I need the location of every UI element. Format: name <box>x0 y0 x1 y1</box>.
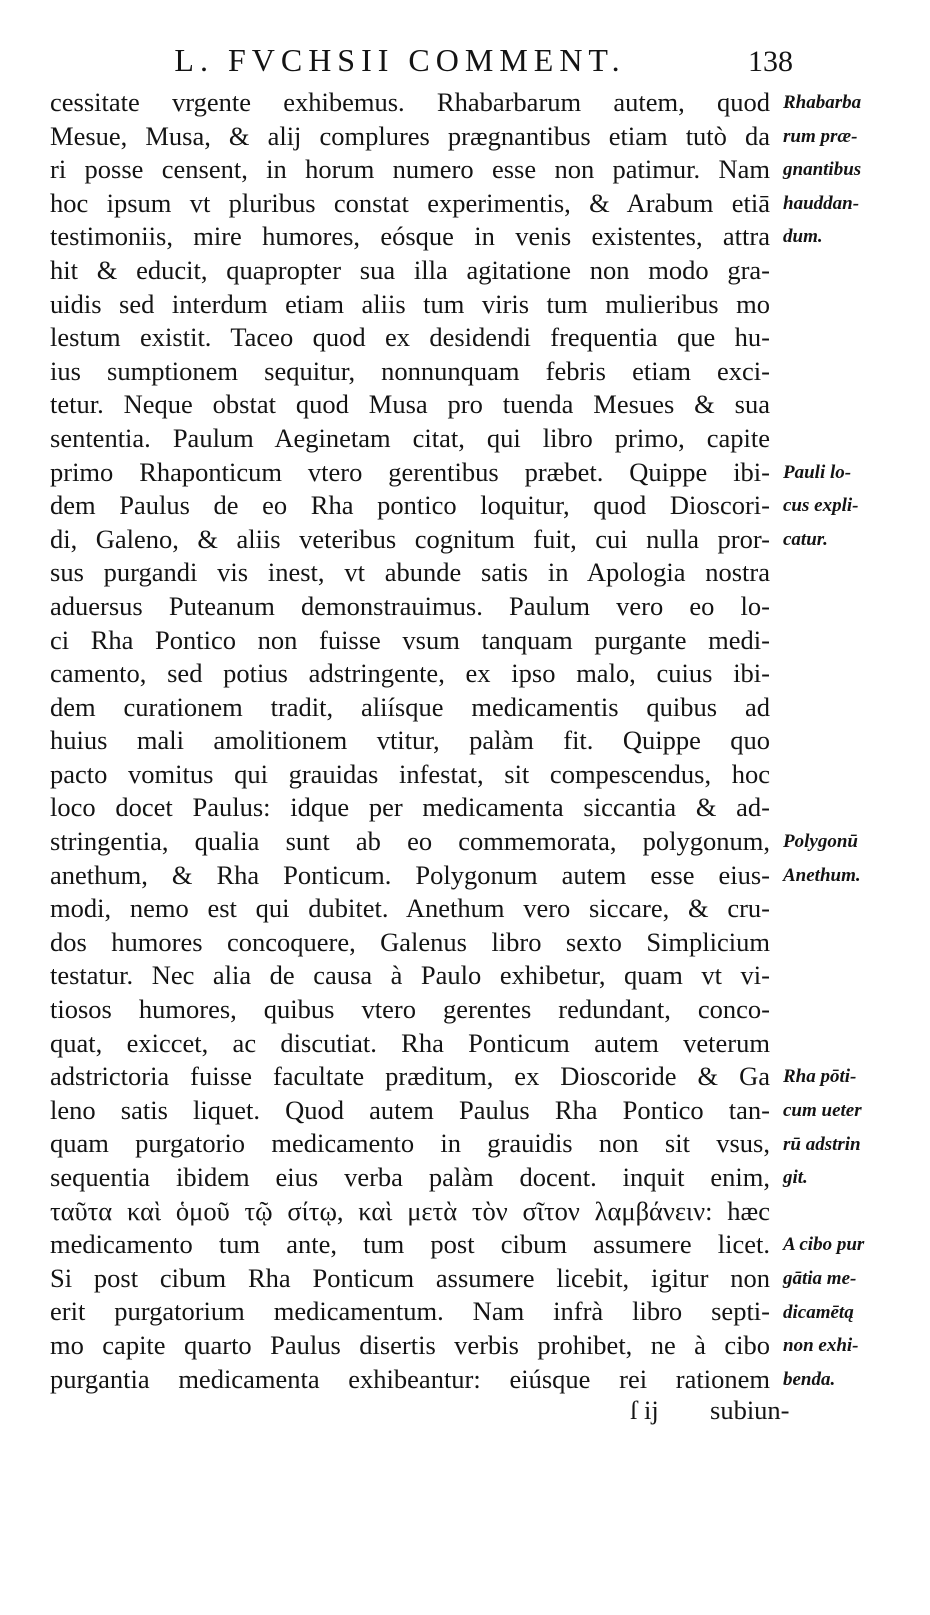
text-line: primo Rhaponticum vtero gerentibus præbet. Quippe ibi- <box>50 456 770 487</box>
text-line: testatur. Nec alia de causa à Paulo exhibetur, quam vt vi- <box>50 960 770 991</box>
page-number: 138 <box>748 45 793 78</box>
text-line: purgantia medicamenta exhibeantur: eiúsque rei rationem <box>50 1363 770 1394</box>
margin-note-line: catur. <box>783 528 828 550</box>
margin-note-line: dicamētą <box>783 1301 854 1323</box>
text-line: Si post cibum Rha Ponticum assumere licebit, igitur non <box>50 1262 770 1293</box>
margin-note-line: benda. <box>783 1368 836 1390</box>
text-line: tiosos humores, quibus vtero gerentes redundant, conco- <box>50 994 770 1025</box>
text-line: hit & educit, quapropter sua illa agitatione non modo gra- <box>50 254 770 285</box>
margin-note-line: gātia me- <box>783 1267 857 1289</box>
catchword: subiun- <box>710 1395 790 1425</box>
text-line: dos humores concoquere, Galenus libro sexto Simplicium <box>50 926 770 957</box>
margin-note-line: Pauli lo- <box>783 461 852 483</box>
margin-note-line: A cibo pur <box>783 1234 865 1256</box>
text-line: Mesue, Musa, & alij complures prægnantibus etiam tutò da <box>50 120 770 151</box>
margin-note-line: rum præ- <box>783 125 858 147</box>
text-line: tetur. Neque obstat quod Musa pro tuenda Mesues & sua <box>50 389 770 420</box>
margin-note-line: dum. <box>783 226 823 248</box>
margin-note-line: Anethum. <box>783 864 861 886</box>
margin-note-line: git. <box>783 1167 808 1189</box>
text-line: erit purgatorium medicamentum. Nam infrà libro septi- <box>50 1296 770 1327</box>
margin-note <box>783 1228 913 1396</box>
text-line: cessitate vrgente exhibemus. Rhabarbarum autem, quod <box>50 87 770 117</box>
text-line: uidis sed interdum etiam aliis tum viris tum mulieribus mo <box>50 288 770 319</box>
text-line: leno satis liquet. Quod autem Paulus Rha Pontico tan- <box>50 1094 770 1125</box>
margin-note <box>783 1060 913 1194</box>
margin-note-line: hauddan- <box>783 192 860 214</box>
text-line: dem Paulus de eo Rha pontico loquitur, quod Dioscori- <box>50 490 770 521</box>
text-line: aduersus Puteanum demonstrauimus. Paulum vero eo lo- <box>50 590 770 621</box>
margin-note-line: Rha pōti- <box>783 1066 857 1088</box>
text-line: loco docet Paulus: idque per medicamenta siccantia & ad- <box>50 792 770 823</box>
text-line: dem curationem tradit, aliísque medicamentis quibus ad <box>50 691 770 722</box>
text-line: huius mali amolitionem vtitur, palàm fit. Quippe quo <box>50 725 770 756</box>
text-line: quam purgatorio medicamento in grauidis non sit vsus, <box>50 1128 770 1159</box>
margin-note-line: cus expli- <box>783 495 859 517</box>
text-line: sententia. Paulum Aeginetam citat, qui libro primo, capite <box>50 422 770 453</box>
margin-note-line: rū adstrin <box>783 1133 861 1155</box>
text-line: ταῦτα καὶ ὁμοῦ τῷ σίτῳ, καὶ μετὰ τὸν σῖτον λαμβάνειν: hæc <box>50 1195 770 1226</box>
text-line: ius sumptionem sequitur, nonnunquam febris etiam exci- <box>50 355 770 386</box>
margin-note-line: Polygonū <box>783 831 858 853</box>
text-line: anethum, & Rha Ponticum. Polygonum autem esse eius- <box>50 859 770 890</box>
page-footer <box>50 1390 790 1430</box>
text-line: testimoniis, mire humores, eósque in venis existentes, attra <box>50 221 770 252</box>
main-text-column <box>50 86 770 1396</box>
text-line: ri posse censent, in horum numero esse non patimur. Nam <box>50 154 770 185</box>
text-line: adstrictoria fuisse facultate præditum, ex Dioscoride & Ga <box>50 1061 770 1092</box>
margin-note-line: cum ueter <box>783 1099 862 1121</box>
text-line: camento, sed potius adstringente, ex ipso malo, cuius ibi- <box>50 658 770 689</box>
signature-mark: ſ ij <box>630 1395 659 1425</box>
margin-note-line: non exhi- <box>783 1335 859 1357</box>
text-line: lestum existit. Taceo quod ex desidendi frequentia que hu- <box>50 322 770 353</box>
text-line: pacto vomitus qui grauidas infestat, sit compescendus, hoc <box>50 758 770 789</box>
text-line: quat, exiccet, ac discutiat. Rha Ponticum autem veterum <box>50 1027 770 1058</box>
text-line: stringentia, qualia sunt ab eo commemorata, polygonum, <box>50 826 770 857</box>
text-line: sequentia ibidem eius verba palàm docent. inquit enim, <box>50 1162 770 1192</box>
margin-note-line: gnantibus <box>783 159 862 181</box>
text-line: hoc ipsum vt pluribus constat experimentis, & Arabum etiā <box>50 187 770 218</box>
margin-note-line: Rhabarba <box>783 92 862 113</box>
text-line: medicamento tum ante, tum post cibum assumere licet. <box>50 1229 770 1260</box>
margin-note <box>783 86 913 254</box>
margin-note <box>783 456 913 557</box>
text-line: di, Galeno, & aliis veteribus cognitum fuit, cui nulla pror- <box>50 523 770 554</box>
text-line: mo capite quarto Paulus disertis verbis prohibet, ne à cibo <box>50 1329 770 1360</box>
text-line: ci Rha Pontico non fuisse vsum tanquam purgante medi- <box>50 624 770 655</box>
margin-note <box>783 825 913 892</box>
running-head: L. FVCHSII COMMENT. <box>174 42 626 78</box>
text-line: sus purgandi vis inest, vt abunde satis in Apologia nostra <box>50 557 770 588</box>
text-line: modi, nemo est qui dubitet. Anethum vero siccare, & cru- <box>50 893 770 924</box>
